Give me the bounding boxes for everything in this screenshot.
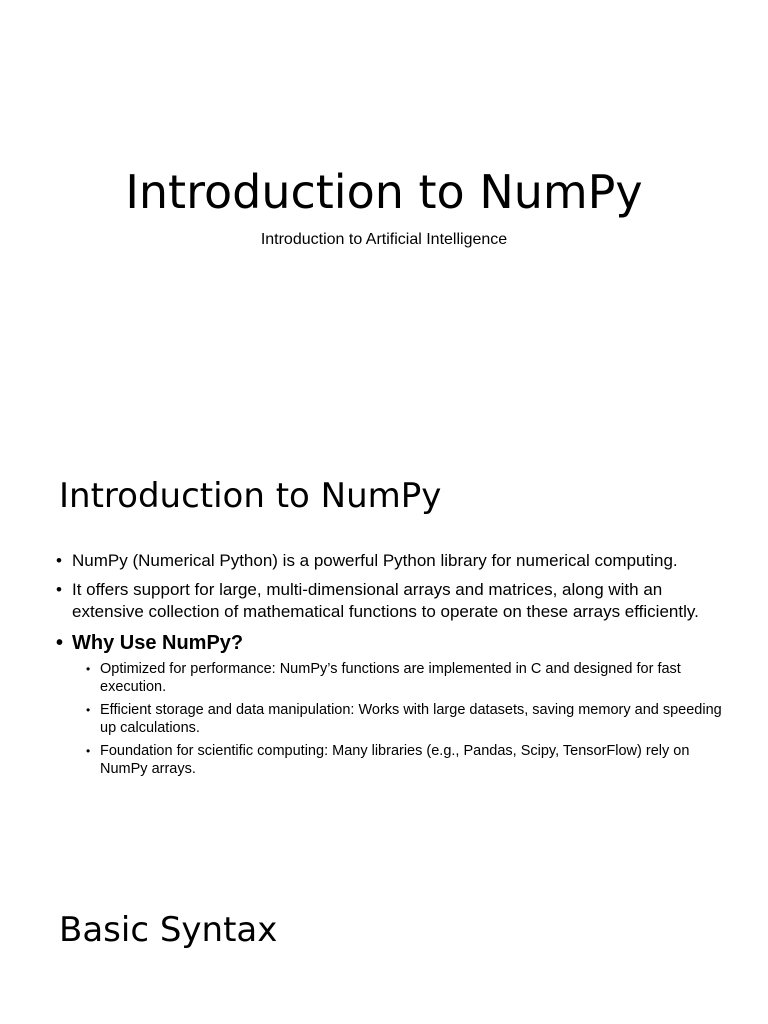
bullet-icon: • — [56, 580, 62, 599]
presentation-subtitle: Introduction to Artificial Intelligence — [260, 231, 508, 248]
bullet-icon: • — [56, 551, 62, 570]
bullet-text: NumPy (Numerical Python) is a powerful Python library for numerical computing. — [72, 551, 678, 570]
why-heading: Why Use NumPy? — [72, 632, 244, 654]
sub-bullet-icon: • — [86, 703, 91, 717]
bullet-list — [56, 550, 726, 784]
bullet-item — [56, 579, 726, 623]
sub-bullet-text: Efficient storage and data manipulation: Works with large datasets, saving memory and speeding up calculations. — [100, 702, 722, 736]
bullet-item — [56, 550, 726, 572]
presentation-title: Introduction to NumPy — [125, 165, 643, 219]
bullet-item-why — [56, 630, 726, 778]
sub-bullet-text: Foundation for scientific computing: Many libraries (e.g., Pandas, Scipy, TensorFlow) rely on NumPy arrays. — [100, 743, 690, 777]
sub-bullet-item — [84, 742, 726, 778]
sub-bullet-item — [84, 660, 726, 696]
slide-heading-introduction: Introduction to NumPy — [59, 476, 442, 516]
sub-bullet-text: Optimized for performance: NumPy’s functions are implemented in C and designed for fast execution. — [100, 661, 681, 695]
sub-bullet-list — [84, 660, 726, 778]
bullet-text: It offers support for large, multi-dimensional arrays and matrices, along with an extensive collection of mathematical functions to operate on these arrays efficiently. — [72, 580, 699, 621]
bullet-icon: • — [56, 632, 64, 654]
sub-bullet-icon: • — [86, 662, 91, 676]
slide-heading-basic-syntax: Basic Syntax — [59, 910, 278, 950]
sub-bullet-icon: • — [86, 744, 91, 758]
sub-bullet-item — [84, 701, 726, 737]
